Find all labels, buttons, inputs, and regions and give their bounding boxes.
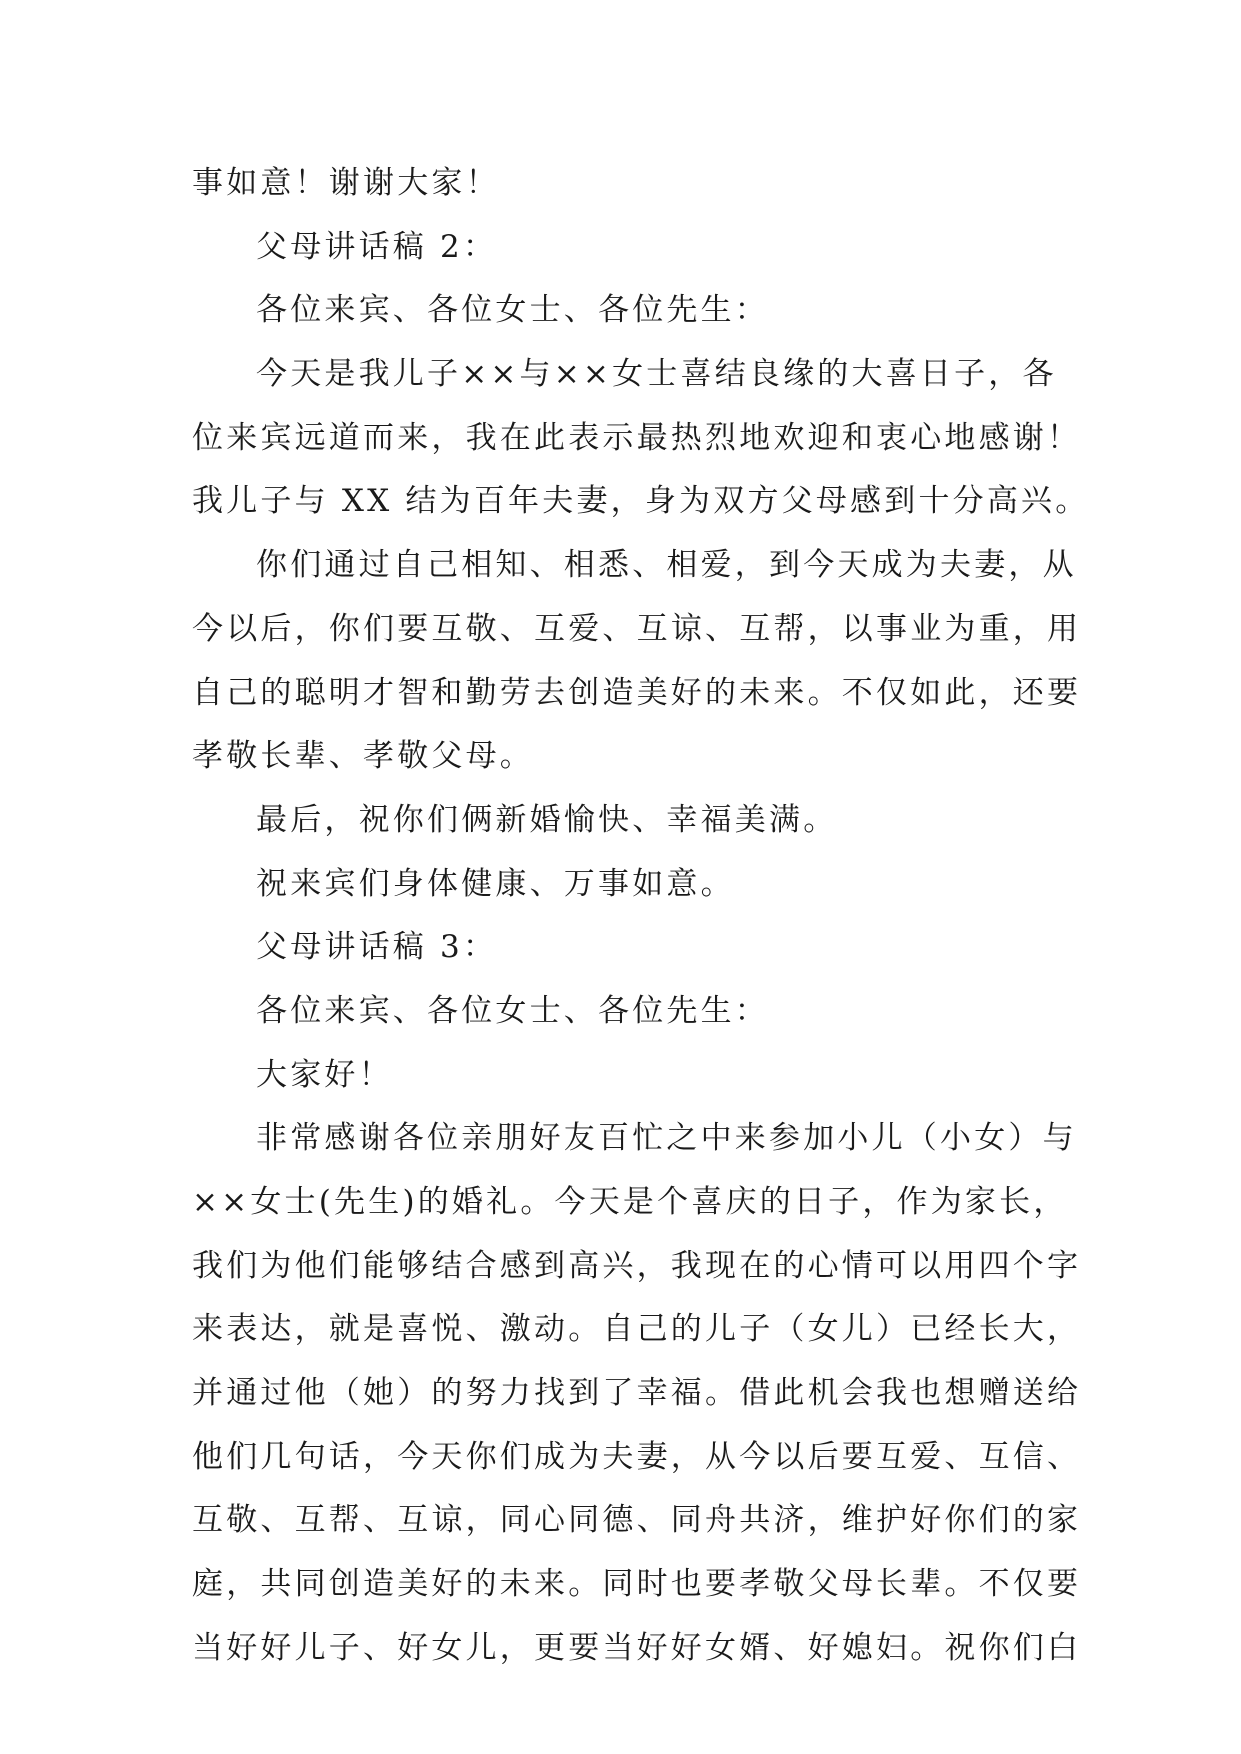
text-line: 事如意！谢谢大家！	[192, 165, 500, 201]
text-line: 祝来宾们身体健康、万事如意。	[256, 865, 735, 902]
section-heading: 父母讲话稿 2：	[256, 228, 498, 265]
text-line: 我儿子与 XX 结为百年夫妻，身为双方父母感到十分高兴。	[192, 483, 1090, 520]
text-line: 孝敬长辈、孝敬父母。	[192, 738, 534, 775]
text-line: 非常感谢各位亲朋好友百忙之中来参加小儿（小女）与	[256, 1120, 1077, 1157]
text-line: 他们几句话，今天你们成为夫妻，从今以后要互爱、互信、	[192, 1438, 1082, 1475]
text-line: 最后，祝你们俩新婚愉快、幸福美满。	[256, 801, 838, 838]
text-line: 我们为他们能够结合感到高兴，我现在的心情可以用四个字	[192, 1247, 1082, 1284]
text-line: 今天是我儿子××与××女士喜结良缘的大喜日子，各	[256, 356, 1057, 393]
greeting: 大家好！	[256, 1056, 393, 1093]
document-body	[192, 152, 1090, 1681]
text-line: 并通过他（她）的努力找到了幸福。借此机会我也想赠送给	[192, 1375, 1082, 1412]
text-line: 来表达，就是喜悦、激动。自己的儿子（女儿）已经长大，	[192, 1311, 1082, 1348]
text-line: 当好好儿子、好女儿，更要当好好女婿、好媳妇。祝你们白	[192, 1629, 1082, 1666]
text-line: 庭，共同创造美好的未来。同时也要孝敬父母长辈。不仅要	[192, 1566, 1082, 1603]
section-heading: 父母讲话稿 3：	[256, 929, 498, 966]
salutation: 各位来宾、各位女士、各位先生：	[256, 992, 769, 1029]
text-line: 你们通过自己相知、相悉、相爱，到今天成为夫妻，从	[256, 547, 1077, 584]
text-line: 位来宾远道而来，我在此表示最热烈地欢迎和衷心地感谢！	[192, 419, 1082, 456]
text-line: 自己的聪明才智和勤劳去创造美好的未来。不仅如此，还要	[192, 674, 1082, 711]
text-line: 今以后，你们要互敬、互爱、互谅、互帮，以事业为重，用	[192, 610, 1082, 647]
text-line: 互敬、互帮、互谅，同心同德、同舟共济，维护好你们的家	[192, 1502, 1082, 1539]
text-line: ××女士(先生)的婚礼。今天是个喜庆的日子，作为家长，	[192, 1184, 1068, 1220]
salutation: 各位来宾、各位女士、各位先生：	[256, 292, 769, 329]
